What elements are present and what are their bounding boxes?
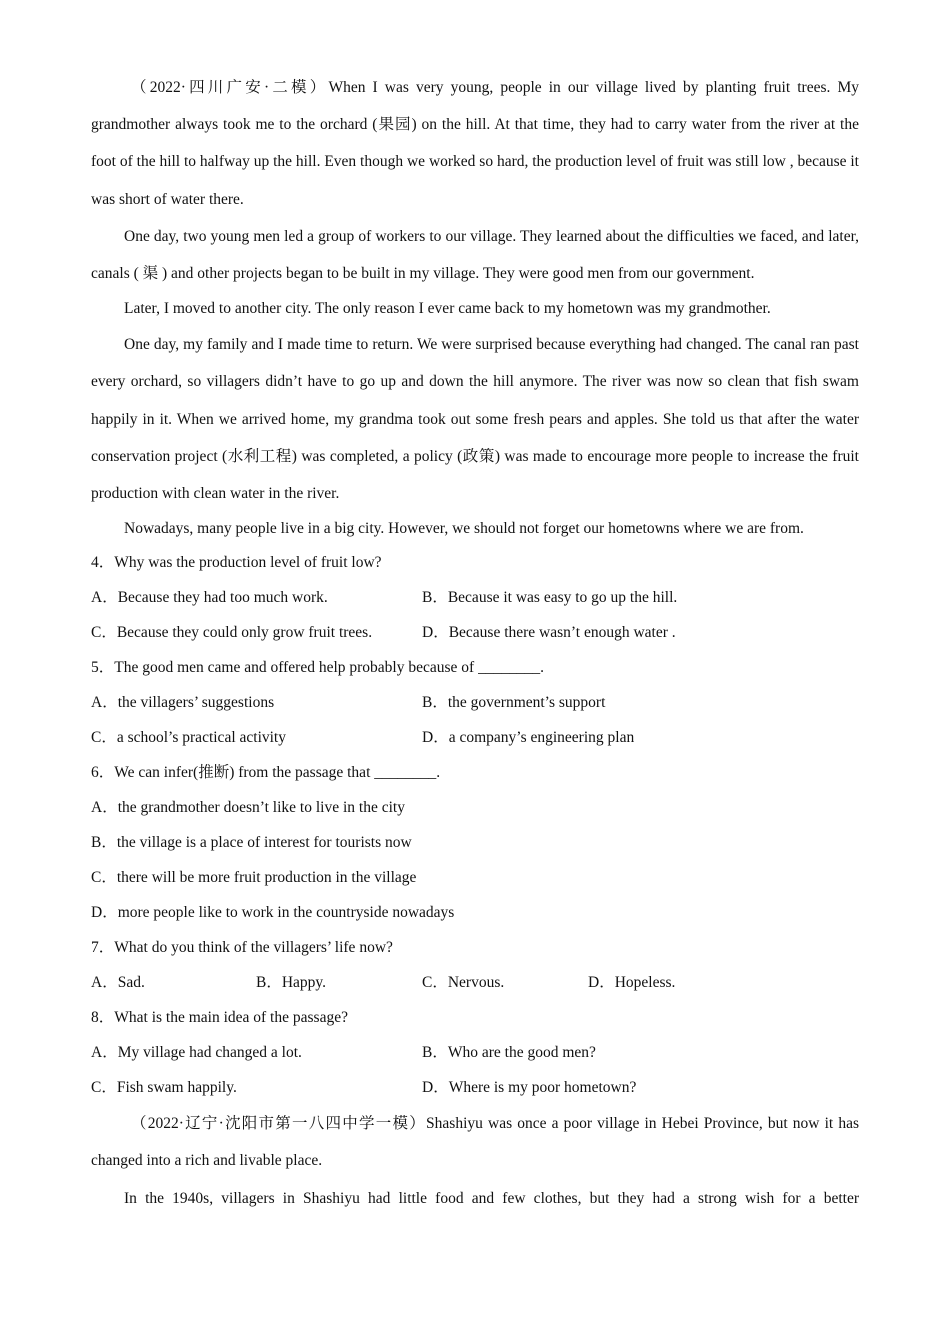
question-6-option-b: B．the village is a place of interest for tourists now [91, 834, 412, 852]
question-8-options-row-2 [91, 1070, 859, 1105]
question-7-option-c: C．Nervous. [422, 974, 505, 992]
question-4-stem: 4．Why was the production level of fruit low? [91, 554, 382, 572]
question-4-option-c: C．Because they could only grow fruit trees. [91, 624, 373, 642]
question-8-options-row-1 [91, 1035, 859, 1070]
passage1-paragraph-1: （2022·四川广安·二模）When I was very young, people in our village lived by planting fruit trees. My grandmother always took me to the orchard (果园) on the hill. At that time, they had to carry water from the river at the foot of the hill to halfway up the hill. Even though we worked so hard, the production level of fruit was still low , because it was short of water there. [91, 79, 859, 208]
question-6-option-d: D．more people like to work in the countryside nowadays [91, 904, 455, 922]
passage1-paragraph-4: One day, my family and I made time to return. We were surprised because everything had changed. The canal ran past every orchard, so villagers didn’t have to go up and down the hill anymore. The river was now so clean that fish swam happily in it. When we arrived home, my grandma took out some fresh pears and apples. She told us that after the water conservation project (水利工程) was completed, a policy (政策) was made to encourage more people to increase the fruit production with clean water in the river. [91, 336, 859, 503]
question-5-option-a: A．the villagers’ suggestions [91, 694, 275, 712]
question-7-option-d: D．Hopeless. [588, 974, 676, 992]
question-6-option-a: A．the grandmother doesn’t like to live in the city [91, 799, 405, 817]
passage1-paragraph-3: Later, I moved to another city. The only reason I ever came back to my hometown was my grandmother. [124, 300, 771, 318]
question-7-option-a: A．Sad. [91, 974, 145, 992]
question-5-options-row-2 [91, 720, 859, 755]
question-8-stem: 8．What is the main idea of the passage? [91, 1009, 348, 1027]
question-5-option-c: C．a school’s practical activity [91, 729, 286, 747]
question-5-stem: 5．The good men came and offered help probably because of ________. [91, 659, 544, 677]
passage1-paragraph-2: One day, two young men led a group of workers to our village. They learned about the difficulties we faced, and later, canals ( 渠 ) and other projects began to be built in my village. They were good men from our government. [91, 227, 859, 283]
question-4-option-a: A．Because they had too much work. [91, 589, 328, 607]
question-8-option-b: B．Who are the good men? [422, 1044, 596, 1062]
question-4-option-d: D．Because there wasn’t enough water . [422, 624, 676, 642]
question-5-options-row-1 [91, 685, 859, 720]
question-4-option-b: B．Because it was easy to go up the hill. [422, 589, 678, 607]
question-6-stem: 6．We can infer(推断) from the passage that ________. [91, 764, 441, 782]
question-6-option-c: C．there will be more fruit production in the village [91, 869, 417, 887]
question-7-options-row [91, 965, 859, 1000]
passage2-paragraph-1: （2022·辽宁·沈阳市第一八四中学一模）Shashiyu was once a poor village in Hebei Province, but now it has changed into a rich and livable place. [91, 1115, 859, 1170]
document-content [91, 69, 859, 1217]
question-5-option-d: D．a company’s engineering plan [422, 729, 635, 747]
passage1-paragraph-5: Nowadays, many people live in a big city. However, we should not forget our hometowns where we are from. [124, 520, 804, 538]
question-8-option-c: C．Fish swam happily. [91, 1079, 237, 1097]
question-8-option-d: D．Where is my poor hometown? [422, 1079, 637, 1097]
question-4-options-row-2 [91, 615, 859, 650]
passage2-paragraph-2: In the 1940s, villagers in Shashiyu had little food and few clothes, but they had a strong wish for a better [124, 1189, 859, 1207]
question-7-option-b: B．Happy. [256, 974, 327, 992]
question-8-option-a: A．My village had changed a lot. [91, 1044, 302, 1062]
question-4-options-row-1 [91, 580, 859, 615]
question-7-stem: 7．What do you think of the villagers’ life now? [91, 939, 393, 957]
question-5-option-b: B．the government’s support [422, 694, 606, 712]
